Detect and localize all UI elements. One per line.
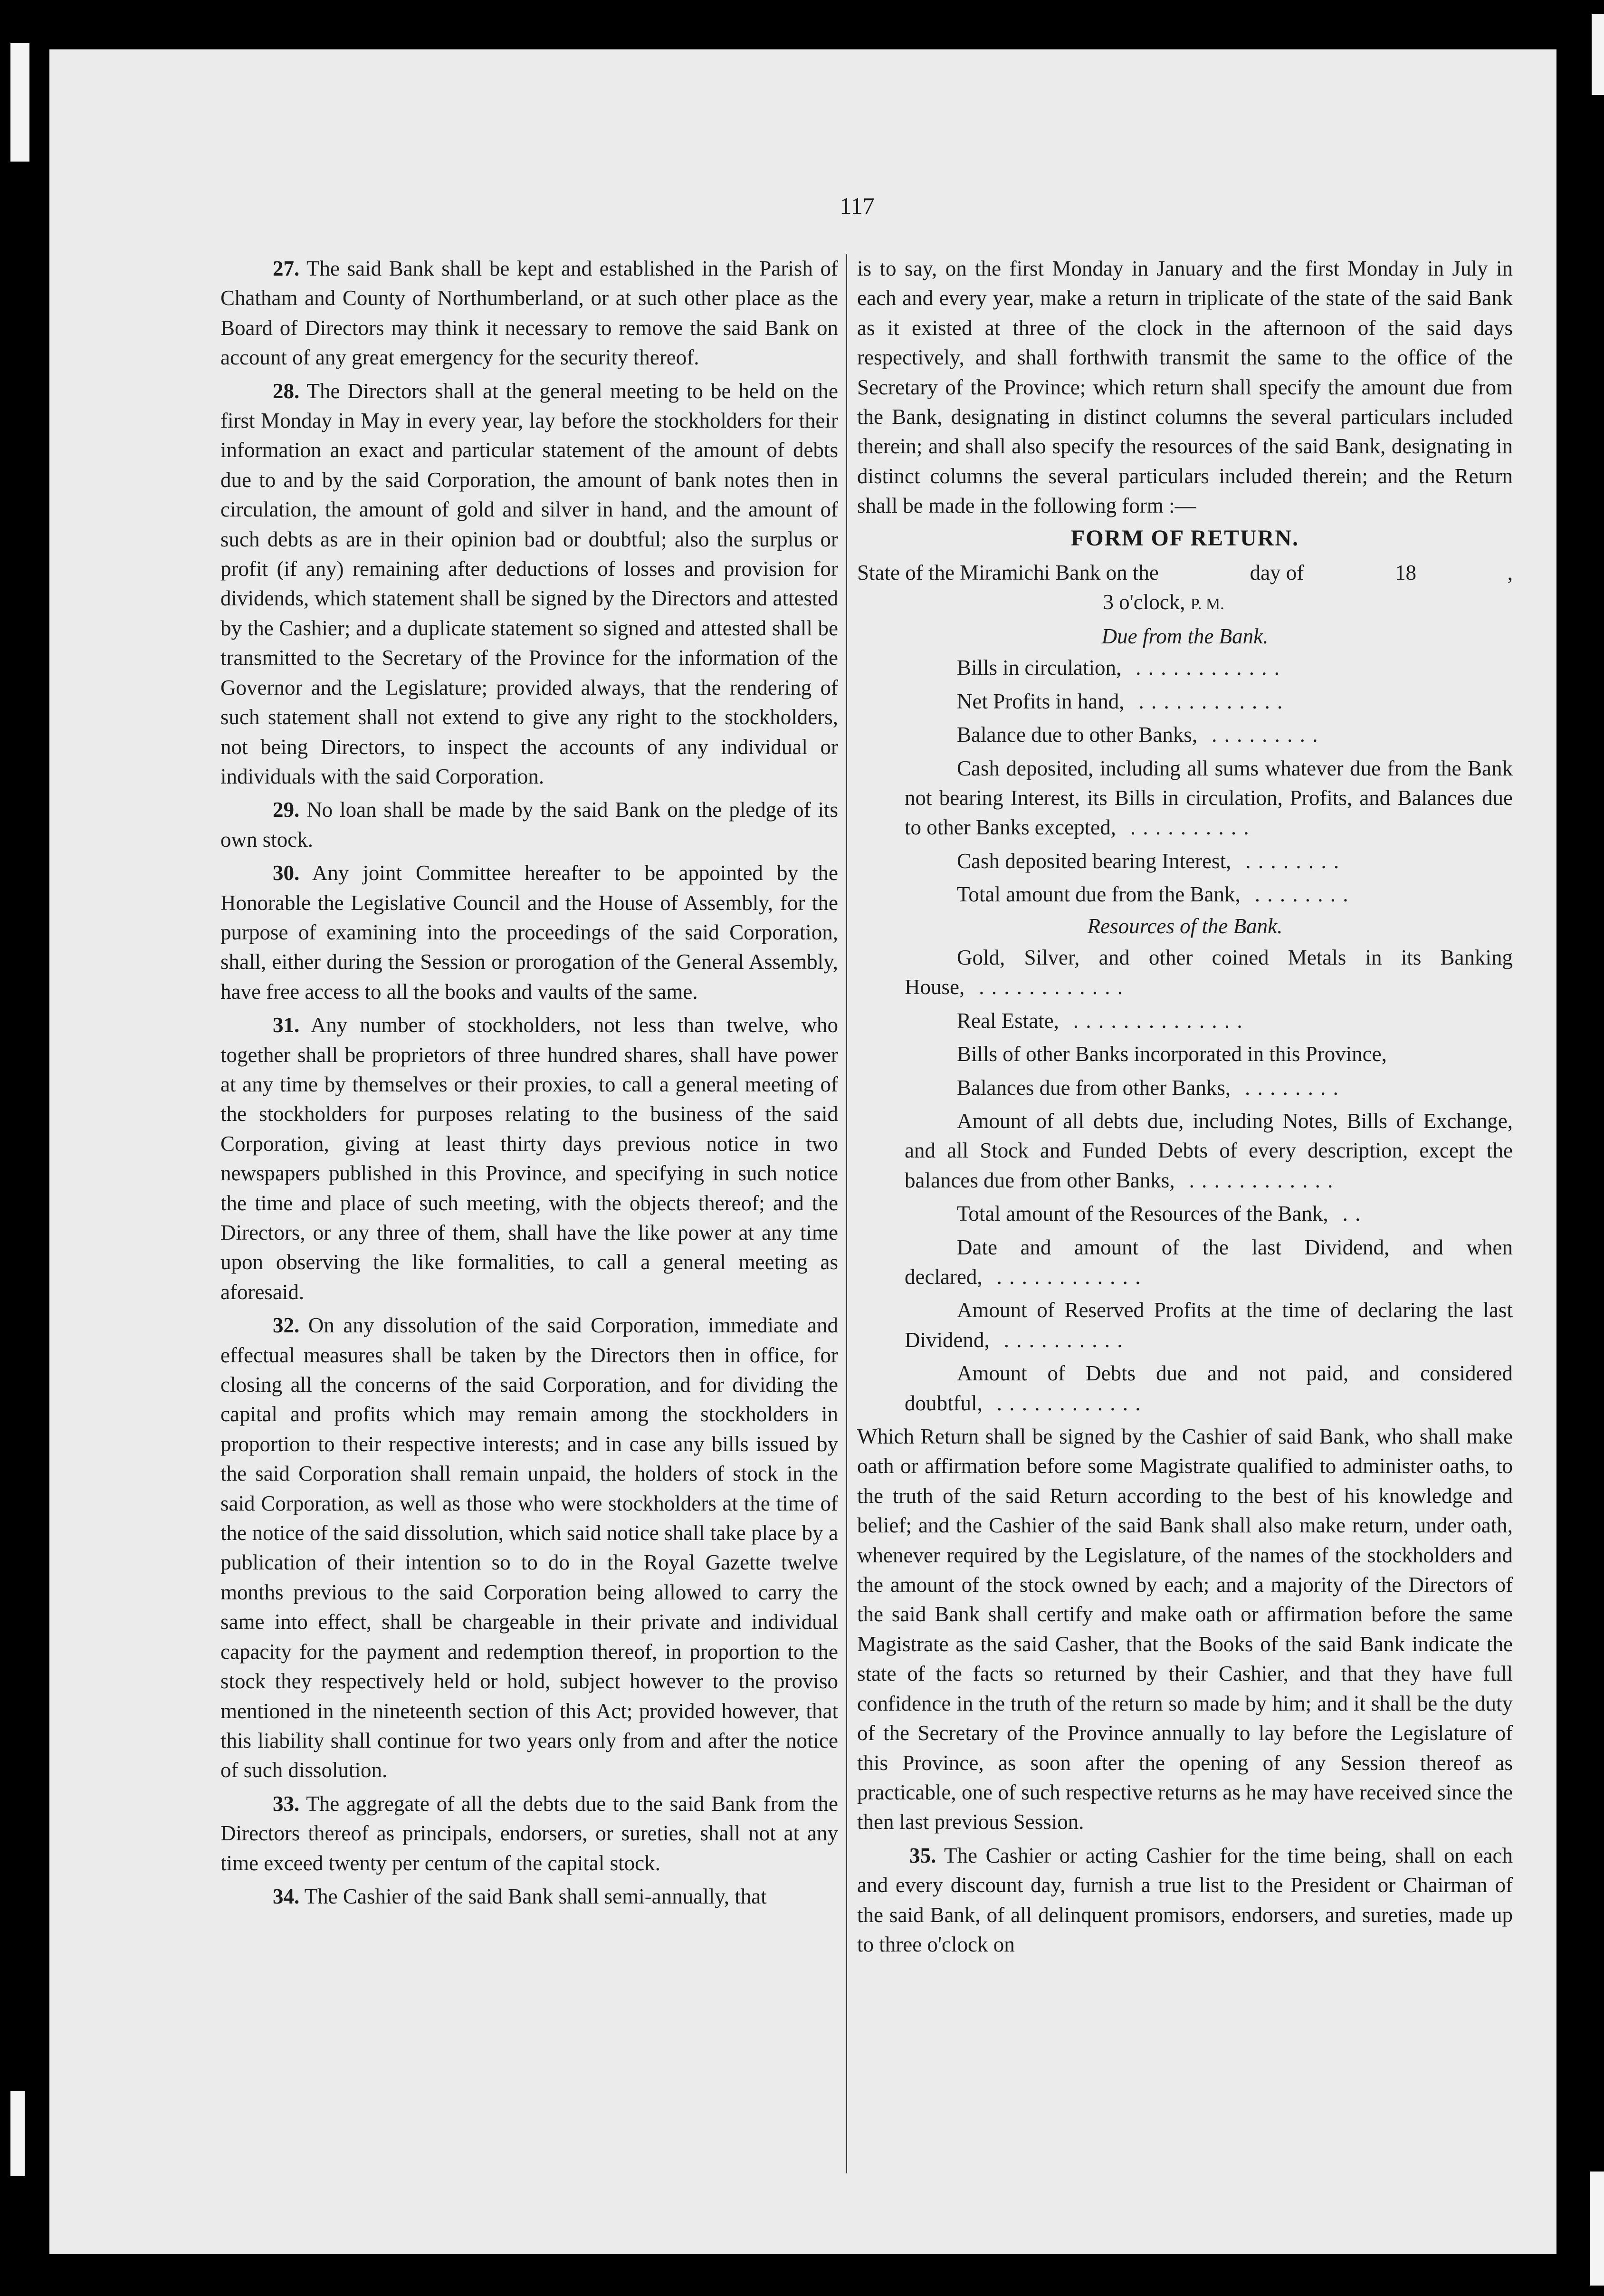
resource-item: Amount of Reserved Profits at the time of declaring the last Dividend, . . . . . . . . . .: [905, 1298, 1513, 1352]
resource-item: Total amount of the Resources of the Bank, . .: [957, 1202, 1362, 1226]
leader-dots: . . . . . . . . . . . .: [1136, 656, 1280, 680]
resource-item: Balances due from other Banks, . . . . . . . .: [957, 1075, 1339, 1100]
leader-dots: . . . . . . . . . .: [1130, 815, 1250, 840]
paragraph-text: Any number of stockholders, not less than twelve, who together shall be proprietors of three hundred shares, shall have power at any time by themselves or their proxies, to call a general meeting of the stockholders for purposes relating to the business of the said Corporation, giving at least thirty days previous notice in two newspapers published in this Province, and specifying in such notice the time and place of such meeting, with the objects thereof; and the Directors, or any three of them, shall have the like power at any time upon observing the like formalities, to call a general meeting as aforesaid.: [220, 1013, 838, 1304]
scan-tab-top-right: [1592, 14, 1604, 95]
form-time-line: [814, 587, 1513, 619]
paragraph-34-continued: is to say, on the first Monday in January and the first Monday in July in each and every year, make a return in triplicate of the state of the said Bank as it existed at three of the clock in the afternoon of the said days respectively, and shall forthwith transmit the same to the office of the Secretary of the Province; which return shall specify the amount due from the Bank, designating in distinct columns the several particulars included therein; and shall also specify the resources of the said Bank, designating in distinct columns the several particulars included therein; and the Return shall be made in the following form :—: [857, 257, 1513, 518]
leader-dots: . . . . . . . . . . . .: [1189, 1168, 1334, 1192]
column-divider: [846, 254, 847, 2173]
leader-dots: . . . . . . . . . . . .: [979, 975, 1124, 999]
paragraph-text: The Directors shall at the general meeting to be held on the first Monday in May in every year, lay before the stockholders for their information an exact and particular statement of the amount of debts due to and by the said Corporation, the amount of bank notes then in circulation, the amount of gold and silver in hand, and the amount of such debts as are in their opinion bad or doubtful; also the surplus or profit (if any) remaining after deductions of losses and provision for dividends, which statement shall be signed by the Directors and attested by the Cashier; and a duplicate statement so signed and attested shall be transmitted to the Secretary of the Province for the information of the Governor and the Legislature; provided always, that the rendering of such statement shall not extend to give any right to the stockholders, not being Directors, to inspect the accounts of any individual or individuals with the said Corporation.: [220, 379, 839, 788]
leader-dots: . .: [1342, 1202, 1362, 1226]
leader-dots: [1387, 1042, 1401, 1066]
scan-tab-bottom-left: [10, 2091, 25, 2176]
paragraph-30: [220, 858, 838, 1006]
form-comma: ,: [1507, 561, 1513, 585]
paragraph-text: The Cashier of the said Bank shall semi-annually, that: [304, 1884, 767, 1908]
page-number: 117: [840, 192, 875, 219]
paragraph-text: The Cashier or acting Cashier for the time being, shall on each and every discount day, furnish a true list to the President or Chairman of the said Bank, of all delinquent promisors, endorsers, and sureties, made up to three o'clock on: [857, 1843, 1513, 1956]
leader-dots: . . . . . . . . . .: [1003, 1328, 1124, 1352]
paragraph-34: [220, 1882, 838, 1911]
paragraph-text: Any joint Committee hereafter to be appointed by the Honorable the Legislative Council and the House of Assembly, for the purpose of examining into the proceedings of the said Corporation, shall, either during the Session or prorogation of the General Assembly, have free access to all the books and vaults of the same.: [220, 861, 838, 1004]
left-column: [220, 254, 838, 1911]
due-item: Bills in circulation, . . . . . . . . . . . .: [957, 656, 1280, 680]
section-number: 31.: [273, 1013, 300, 1037]
resource-item: Date and amount of the last Dividend, and when declared, . . . . . . . . . . . .: [905, 1235, 1513, 1289]
due-item: Total amount due from the Bank, . . . . . . . .: [957, 882, 1349, 907]
section-number: 35.: [909, 1843, 936, 1867]
form-state-line: [857, 558, 1513, 587]
due-item: Cash deposited, including all sums whatever due from the Bank not bearing Interest, its Bills in circulation, Profits, and Balances due to other Banks excepted, . . . . . . . . . .: [905, 756, 1513, 840]
section-number: 30.: [273, 861, 300, 885]
document-page: [49, 49, 1556, 2254]
paragraph-text: On any dissolution of the said Corporation, immediate and effectual measures shall be taken by the Directors then in office, for closing all the concerns of the said Corporation, and for dividing the capital and profits which may remain among the stockholders in proportion to their respective interests; and in case any bills issued by the said Corporation shall remain unpaid, the holders of stock in the said Corporation, as well as those who were stockholders at the time of the notice of the said dissolution, which said notice shall take place by a publication of their intention so to do in the Royal Gazette twelve months previous to the said Corporation being allowed to carry the same into effect, shall be chargeable in their private and individual capacity for the payment and redemption thereof, in proportion to the stock they respectively held or hold, subject however to the proviso mentioned in the nineteenth section of this Act; provided however, that this liability shall continue for two years only from and after the notice of such dissolution.: [220, 1313, 839, 1782]
form-state-label: State of the Miramichi Bank on the: [857, 561, 1159, 585]
leader-dots: . . . . . . . . . . . .: [996, 1265, 1142, 1289]
due-item: Cash deposited bearing Interest, . . . . . . . .: [957, 849, 1340, 873]
leader-dots: . . . . . . . . . . . . . .: [1073, 1008, 1243, 1033]
section-number: 32.: [273, 1313, 300, 1338]
form-pm: P. M.: [1190, 595, 1224, 613]
due-heading: Due from the Bank.: [1101, 624, 1269, 648]
section-number: 27.: [273, 257, 300, 280]
scan-tab-top-left: [10, 43, 29, 162]
paragraph-text: No loan shall be made by the said Bank on the pledge of its own stock.: [220, 798, 839, 851]
leader-dots: . . . . . . . .: [1245, 1075, 1339, 1100]
paragraph-33: [220, 1789, 838, 1878]
paragraph-29: [220, 795, 838, 854]
resource-item: Real Estate, . . . . . . . . . . . . . .: [957, 1008, 1243, 1033]
due-item: Balance due to other Banks, . . . . . . . . .: [957, 723, 1319, 747]
resource-item: Amount of Debts due and not paid, and considered doubtful, . . . . . . . . . . . .: [905, 1361, 1513, 1415]
paragraph-return-signing: [857, 1422, 1513, 1837]
paragraph-32: [220, 1311, 838, 1785]
section-number: 28.: [273, 379, 300, 403]
form-title: FORM OF RETURN.: [1070, 525, 1299, 551]
section-number: 33.: [273, 1791, 300, 1816]
paragraph-35: [857, 1841, 1513, 1960]
due-item: Net Profits in hand, . . . . . . . . . . . .: [957, 689, 1284, 713]
leader-dots: . . . . . . . . . . . .: [1138, 689, 1284, 713]
leader-dots: . . . . . . . . . . . .: [996, 1391, 1142, 1415]
paragraph-31: [220, 1010, 838, 1307]
leader-dots: . . . . . . . .: [1245, 849, 1340, 873]
resource-item: Gold, Silver, and other coined Metals in its Banking House, . . . . . . . . . . . .: [905, 945, 1513, 999]
leader-dots: . . . . . . . .: [1254, 882, 1349, 907]
resource-item: Amount of all debts due, including Notes, Bills of Exchange, and all Stock and Funded Debts of every description, except the balances due from other Banks, . . . . . . . . . . . .: [905, 1109, 1513, 1192]
resource-item: Bills of other Banks incorporated in this Province,: [857, 1039, 1513, 1069]
form-day-label: day of: [1250, 561, 1304, 585]
form-time: 3 o'clock,: [1103, 590, 1185, 614]
leader-dots: . . . . . . . . .: [1212, 723, 1319, 747]
resources-heading: Resources of the Bank.: [1087, 914, 1283, 938]
section-number: 34.: [273, 1884, 300, 1908]
section-number: 29.: [273, 798, 300, 822]
paragraph-27: [220, 254, 838, 373]
right-column: [857, 254, 1513, 1959]
paragraph-28: [220, 376, 838, 792]
paragraph-text: The aggregate of all the debts due to the said Bank from the Directors thereof as principals, endorsers, or sureties, shall not at any time exceed twenty per centum of the capital stock.: [220, 1791, 838, 1875]
paragraph-text: Which Return shall be signed by the Cashier of said Bank, who shall make oath or affirmation before some Magistrate qualified to administer oaths, to the truth of the said Return according to the best of his knowledge and belief; and the Cashier of the said Bank shall also make return, under oath, whenever required by the Legislature, of the names of the stockholders and the amount of the stock owned by each; and a majority of the Directors of the said Bank shall certify and make oath or affirmation before the same Magistrate as the said Casher, that the Books of the said Bank indicate the state of the facts so returned by their Cashier, and that they have full confidence in the truth of the return so made by him; and it shall be the duty of the Secretary of the Province annually to lay before the Legislature of this Province, as soon after the opening of any Session thereof as practicable, one of such respective returns as he may have received since the then last previous Session.: [857, 1425, 1513, 1834]
paragraph-text: The said Bank shall be kept and established in the Parish of Chatham and County of Northumberland, or at such other place as the Board of Directors may think it necessary to remove the said Bank on account of any great emergency for the security thereof.: [220, 257, 838, 370]
form-year-label: 18: [1395, 561, 1417, 585]
scan-tab-bottom-right: [1590, 2172, 1604, 2286]
